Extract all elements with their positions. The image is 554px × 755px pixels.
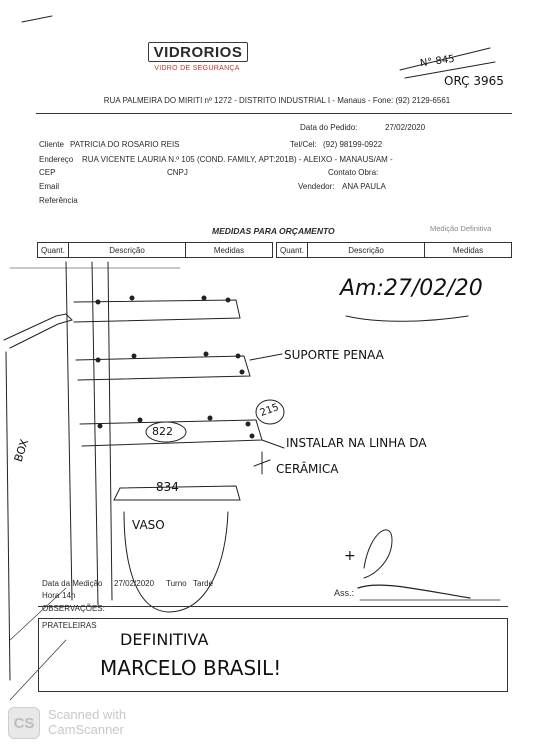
observations-divider	[38, 606, 508, 607]
shift-value: Tarde	[193, 579, 214, 588]
column-header-descricao: Descrição	[69, 243, 186, 258]
column-header-quant: Quant.	[277, 243, 308, 258]
camscanner-watermark	[48, 707, 126, 737]
definitive-measure-label: Medição Definitiva	[430, 224, 492, 233]
box-label: BOX	[11, 437, 32, 464]
email-label: Email	[39, 182, 60, 191]
order-number: N° 845	[419, 53, 456, 70]
cep-label: CEP	[39, 168, 56, 177]
company-logo-subtitle: VIDRO DE SEGURANÇA	[154, 65, 240, 72]
observations-label: OBSERVAÇÕES:	[42, 604, 105, 613]
reference-label: Referência	[39, 196, 78, 205]
install-note-line2: CERÂMICA	[276, 462, 339, 476]
plus-sign: +	[344, 548, 356, 564]
seller-label: Vendedor:	[298, 182, 335, 191]
measures-title: MEDIDAS PARA ORÇAMENTO	[212, 226, 335, 236]
shift-label: Turno	[166, 579, 187, 588]
company-logo: VIDRORIOS	[148, 42, 248, 62]
vaso-label: VASO	[132, 518, 165, 532]
handwritten-note-line2: MARCELO BRASIL!	[100, 656, 282, 680]
cnpj-label: CNPJ	[167, 168, 188, 177]
watermark-line1: Scanned with	[48, 707, 127, 722]
handwritten-note-line1: DEFINITIVA	[120, 630, 209, 649]
column-header-medidas: Medidas	[425, 243, 512, 258]
column-header-medidas: Medidas	[186, 243, 273, 258]
hour-label: Hora	[42, 591, 60, 600]
order-date-value: 27/02/2020	[385, 123, 426, 132]
dimension-834: 834	[156, 480, 179, 494]
watermark-line2: CamScanner	[48, 722, 124, 737]
orc-number: ORÇ 3965	[444, 74, 504, 88]
phone-label: Tel/Cel:	[290, 140, 317, 149]
order-date-label: Data do Pedido:	[300, 123, 358, 132]
hour-value: 14h	[62, 591, 76, 600]
observations-value: PRATELEIRAS	[42, 621, 97, 630]
column-header-descricao: Descrição	[308, 243, 425, 258]
measure-date-label: Data da Medição	[42, 579, 103, 588]
client-value: PATRICIA DO ROSARIO REIS	[70, 140, 180, 149]
date-note: Am:27/02/20	[340, 276, 483, 301]
client-label: Cliente	[39, 140, 64, 149]
contact-label: Contato Obra:	[328, 168, 379, 177]
measure-date-value: 27/02/2020	[114, 579, 155, 588]
support-note: SUPORTE PENAA	[284, 348, 384, 362]
observations-box	[38, 618, 508, 692]
seller-value: ANA PAULA	[342, 182, 386, 191]
address-label: Endereço	[39, 155, 74, 164]
phone-value: (92) 98199-0922	[323, 140, 383, 149]
company-address: RUA PALMEIRA DO MIRITI nº 1272 - DISTRITO INDUSTRIAL I - Manaus - Fone: (92) 2129-6561	[103, 96, 451, 105]
dimension-215: 215	[258, 402, 281, 419]
camscanner-logo: CS	[8, 707, 40, 739]
install-note-line1: INSTALAR NA LINHA DA	[286, 436, 427, 450]
address-value: RUA VICENTE LAURIA N.º 105 (COND. FAMILY, APT:201B) - ALEIXO - MANAUS/AM -	[82, 155, 393, 164]
column-header-quant: Quant.	[38, 243, 69, 258]
dimension-822: 822	[152, 425, 173, 438]
signature-label: Ass.:	[334, 588, 355, 598]
